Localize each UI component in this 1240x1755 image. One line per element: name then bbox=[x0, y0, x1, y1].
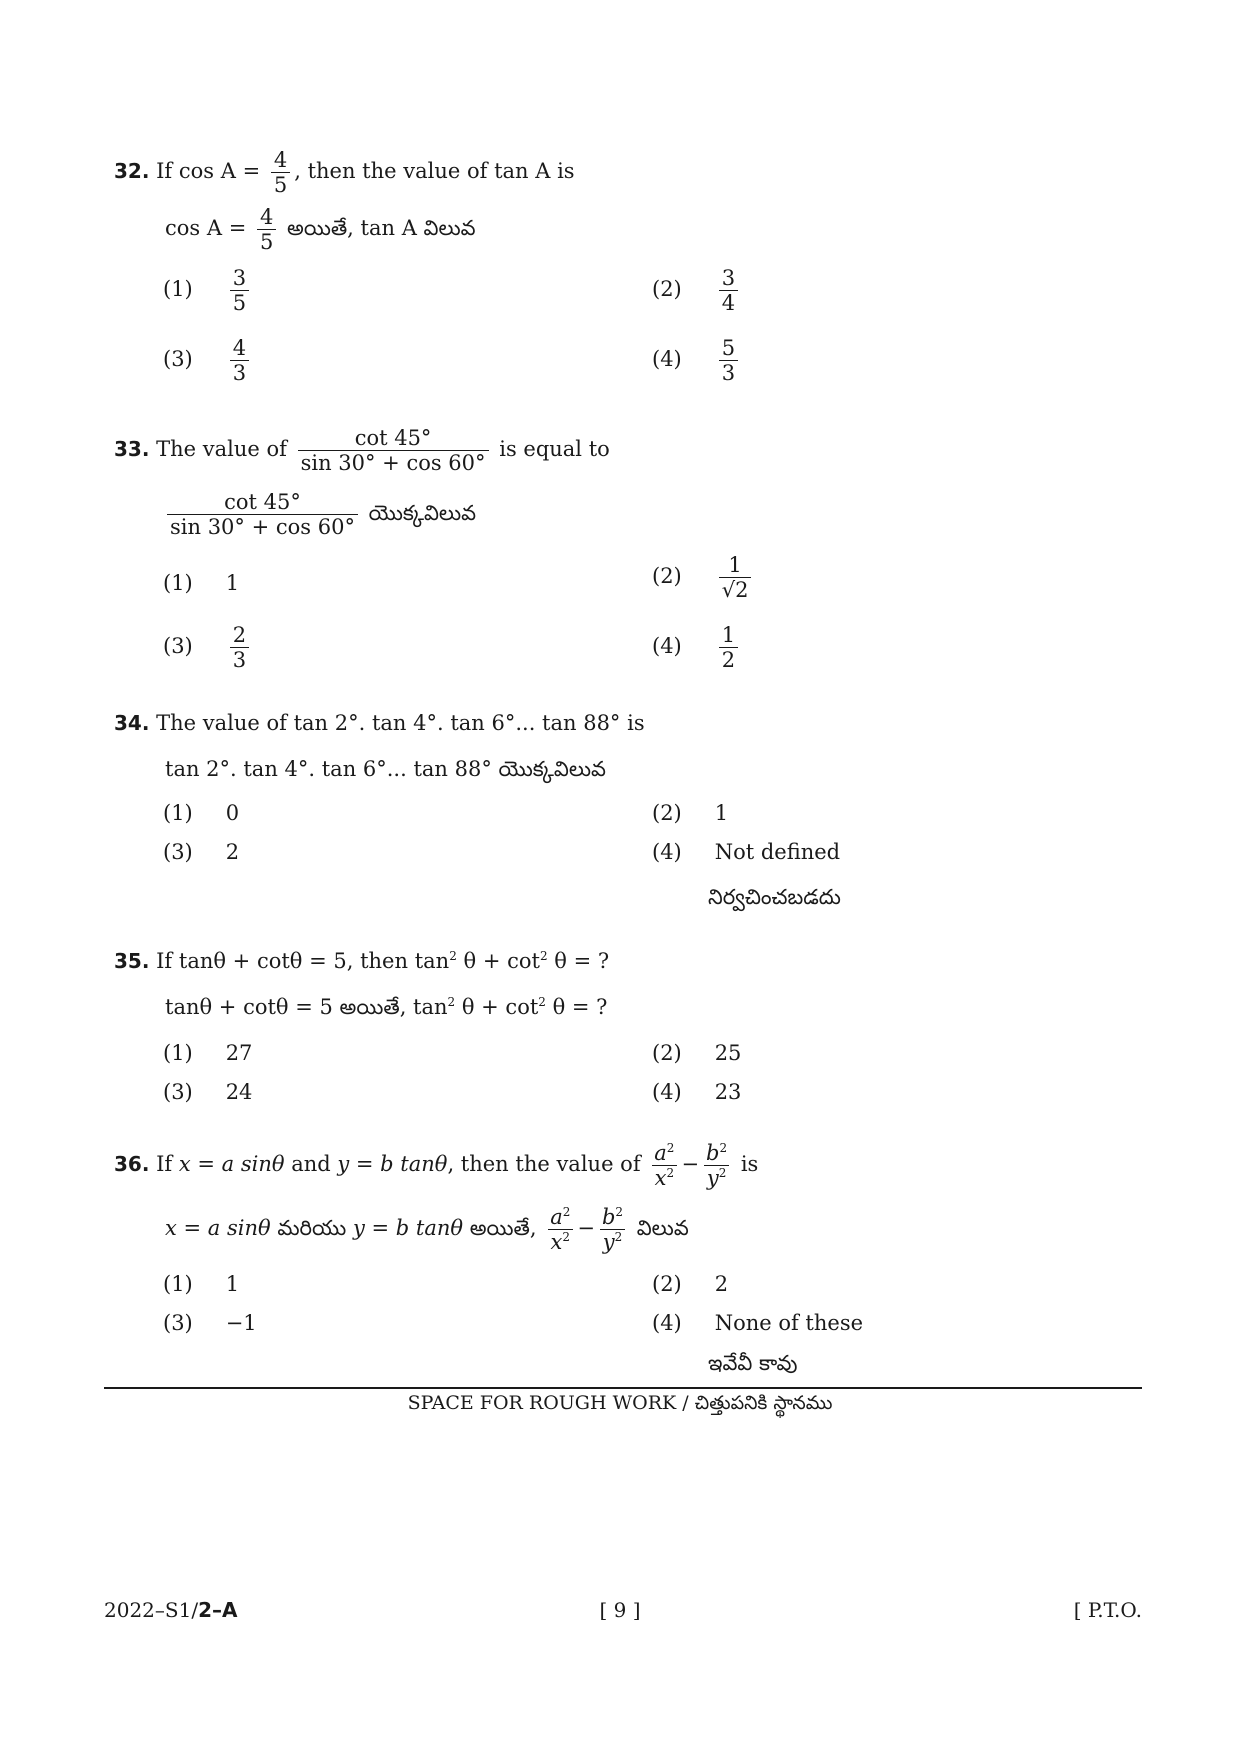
question-text: యొక్కవిలువ bbox=[491, 757, 606, 781]
superscript: 2 bbox=[719, 1141, 728, 1155]
option-label: (3) bbox=[163, 634, 193, 658]
fraction bbox=[651, 1141, 677, 1190]
math-expression: tan bbox=[414, 949, 450, 973]
option-34-1[interactable] bbox=[163, 800, 239, 826]
option-label: (2) bbox=[652, 277, 682, 301]
option-label: (2) bbox=[652, 564, 682, 588]
option-36-2[interactable] bbox=[652, 1271, 728, 1297]
question-number: 36. bbox=[114, 1152, 150, 1176]
option-label: (2) bbox=[652, 801, 682, 825]
numerator: 3 bbox=[721, 266, 736, 290]
option-label: (1) bbox=[163, 1272, 193, 1296]
question-text: then bbox=[353, 949, 415, 973]
option-32-3[interactable] bbox=[163, 336, 253, 385]
option-label: (4) bbox=[652, 840, 682, 864]
denominator: sin 30° + cos 60° bbox=[167, 514, 358, 539]
fraction bbox=[230, 266, 249, 315]
math-expression: θ + cot bbox=[456, 949, 540, 973]
fraction bbox=[230, 623, 249, 672]
option-33-4[interactable] bbox=[652, 623, 742, 672]
question-36-telugu bbox=[165, 1205, 689, 1254]
fraction bbox=[703, 1141, 730, 1190]
question-text: విలువ bbox=[630, 1216, 689, 1240]
rough-work-label: SPACE FOR ROUGH WORK / చిత్తుపనికి స్థానము bbox=[407, 1392, 833, 1414]
denominator: sin 30° + cos 60° bbox=[298, 450, 489, 475]
question-text: The value of bbox=[156, 711, 294, 735]
superscript: 2 bbox=[615, 1205, 624, 1219]
superscript: 2 bbox=[614, 1230, 623, 1244]
option-value: 1 bbox=[225, 571, 240, 595]
option-36-1[interactable] bbox=[163, 1271, 239, 1297]
minus-sign: − bbox=[577, 1216, 595, 1240]
option-label: (3) bbox=[163, 840, 193, 864]
superscript: 2 bbox=[666, 1166, 675, 1180]
option-33-3[interactable] bbox=[163, 623, 253, 672]
math-expression: tan 2°. tan 4°. tan 6°... tan 88° bbox=[165, 757, 492, 781]
option-32-4[interactable] bbox=[652, 336, 742, 385]
math-expression: tanθ + cotθ = 5, bbox=[178, 949, 354, 973]
question-text: అయితే, bbox=[463, 1216, 544, 1240]
option-value: −1 bbox=[225, 1311, 257, 1335]
numerator: cot 45° bbox=[224, 490, 301, 514]
page-number: [ 9 ] bbox=[599, 1598, 641, 1622]
option-label: (4) bbox=[652, 634, 682, 658]
option-value: 27 bbox=[225, 1041, 253, 1065]
option-label: (2) bbox=[652, 1041, 682, 1065]
minus-sign: − bbox=[681, 1152, 700, 1176]
denominator: x bbox=[654, 1166, 667, 1190]
exam-code-prefix: 2022–S1/ bbox=[104, 1598, 199, 1622]
option-36-3[interactable] bbox=[163, 1310, 257, 1336]
option-label: (1) bbox=[163, 1041, 193, 1065]
option-label: (4) bbox=[652, 347, 682, 371]
question-text: If bbox=[156, 1152, 179, 1176]
option-value: 24 bbox=[225, 1080, 253, 1104]
option-value: నిర్వచించబడదు bbox=[708, 885, 841, 909]
math-expression: tanθ + cotθ = 5 bbox=[165, 995, 333, 1019]
denominator: x bbox=[550, 1230, 563, 1254]
option-label: (3) bbox=[163, 1080, 193, 1104]
superscript: 2 bbox=[538, 995, 546, 1009]
option-label: (4) bbox=[652, 1311, 682, 1335]
superscript: 2 bbox=[447, 995, 456, 1009]
question-text: , then the value of bbox=[447, 1152, 648, 1176]
fraction bbox=[719, 553, 752, 602]
question-32 bbox=[114, 148, 575, 197]
question-text: యొక్కవిలువ bbox=[361, 501, 477, 525]
denominator: 5 bbox=[271, 172, 290, 197]
question-35-telugu bbox=[165, 994, 607, 1020]
fraction bbox=[719, 266, 738, 315]
numerator: cot 45° bbox=[354, 426, 432, 450]
numerator: a bbox=[654, 1141, 667, 1165]
option-value: 2 bbox=[225, 840, 240, 864]
math-expression: y = b tanθ bbox=[337, 1152, 448, 1176]
fraction bbox=[257, 205, 276, 254]
option-value: 25 bbox=[714, 1041, 742, 1065]
denominator: 3 bbox=[719, 360, 738, 385]
question-text: is equal to bbox=[492, 437, 610, 461]
numerator: 2 bbox=[232, 623, 247, 647]
denominator: 3 bbox=[230, 647, 249, 672]
numerator: b bbox=[706, 1141, 720, 1165]
numerator: b bbox=[601, 1205, 616, 1229]
option-value: 2 bbox=[714, 1272, 729, 1296]
math-expression: θ = ? bbox=[547, 949, 610, 973]
fraction bbox=[271, 148, 290, 197]
denominator: √2 bbox=[719, 577, 752, 602]
superscript: 2 bbox=[718, 1166, 727, 1180]
fraction bbox=[547, 1205, 573, 1254]
math-expression: cos A = bbox=[178, 159, 261, 183]
math-expression: tan bbox=[413, 995, 448, 1019]
math-expression: y = b tanθ bbox=[352, 1216, 464, 1240]
question-text: , then the value of tan A is bbox=[294, 159, 575, 183]
option-value: Not defined bbox=[714, 840, 841, 864]
option-36-4[interactable] bbox=[652, 1310, 863, 1336]
question-text: is bbox=[620, 711, 645, 735]
question-number: 33. bbox=[114, 437, 150, 461]
question-34-telugu bbox=[165, 756, 606, 782]
numerator: 1 bbox=[728, 553, 742, 577]
option-label: (3) bbox=[163, 347, 193, 371]
option-label: (2) bbox=[652, 1272, 682, 1296]
math-expression: tan 2°. tan 4°. tan 6°... tan 88° bbox=[293, 711, 621, 735]
denominator: 4 bbox=[719, 290, 738, 315]
option-label: (3) bbox=[163, 1311, 193, 1335]
divider bbox=[104, 1387, 1142, 1389]
question-33-telugu bbox=[163, 490, 476, 539]
option-33-2[interactable] bbox=[652, 553, 755, 602]
question-text: If bbox=[156, 949, 179, 973]
option-label: (1) bbox=[163, 801, 193, 825]
option-34-2[interactable] bbox=[652, 800, 728, 826]
question-number: 35. bbox=[114, 949, 150, 973]
question-text: If bbox=[156, 159, 179, 183]
option-35-2[interactable] bbox=[652, 1040, 741, 1066]
fraction bbox=[167, 490, 358, 539]
option-32-1[interactable] bbox=[163, 266, 253, 315]
question-text: అయితే, tan A విలువ bbox=[280, 216, 476, 240]
exam-code-set: 2–A bbox=[198, 1598, 238, 1622]
option-value: 23 bbox=[714, 1080, 742, 1104]
question-33 bbox=[114, 426, 610, 475]
option-label: (4) bbox=[652, 1080, 682, 1104]
question-34 bbox=[114, 710, 645, 736]
option-value: 0 bbox=[225, 801, 240, 825]
superscript: 2 bbox=[666, 1141, 675, 1155]
denominator: 2 bbox=[719, 647, 738, 672]
numerator: a bbox=[550, 1205, 563, 1229]
numerator: 3 bbox=[232, 266, 247, 290]
numerator: 4 bbox=[232, 336, 247, 360]
superscript: 2 bbox=[539, 949, 548, 963]
option-33-1[interactable] bbox=[163, 570, 239, 596]
numerator: 5 bbox=[721, 336, 736, 360]
option-36-4-telugu bbox=[708, 1350, 798, 1376]
option-value: 1 bbox=[714, 801, 729, 825]
denominator: 3 bbox=[230, 360, 249, 385]
math-expression: x = a sinθ bbox=[178, 1152, 285, 1176]
question-text: The value of bbox=[156, 437, 294, 461]
option-35-1[interactable] bbox=[163, 1040, 252, 1066]
question-number: 32. bbox=[114, 159, 150, 183]
option-35-3[interactable] bbox=[163, 1079, 252, 1105]
option-label: (1) bbox=[163, 571, 193, 595]
superscript: 2 bbox=[562, 1230, 571, 1244]
option-34-3[interactable] bbox=[163, 839, 239, 865]
math-expression: x = a sinθ bbox=[165, 1216, 271, 1240]
question-text: and bbox=[284, 1152, 338, 1176]
option-34-4[interactable] bbox=[652, 839, 840, 865]
superscript: 2 bbox=[449, 949, 457, 963]
option-35-4[interactable] bbox=[652, 1079, 741, 1105]
question-35 bbox=[114, 948, 609, 974]
question-text: is bbox=[734, 1152, 759, 1176]
fraction bbox=[719, 336, 738, 385]
option-34-4-telugu bbox=[708, 884, 841, 910]
question-32-telugu bbox=[165, 205, 476, 254]
math-expression: θ + cot bbox=[455, 995, 539, 1019]
question-36 bbox=[114, 1141, 758, 1190]
fraction bbox=[719, 623, 738, 672]
numerator: 1 bbox=[721, 623, 736, 647]
fraction bbox=[599, 1205, 626, 1254]
denominator: y bbox=[602, 1230, 615, 1254]
denominator: y bbox=[706, 1166, 719, 1190]
question-number: 34. bbox=[114, 711, 150, 735]
fraction bbox=[230, 336, 249, 385]
fraction bbox=[298, 426, 489, 475]
question-text: మరియు bbox=[270, 1216, 353, 1240]
question-text: అయితే, bbox=[332, 995, 414, 1019]
denominator: 5 bbox=[230, 290, 249, 315]
denominator: 5 bbox=[257, 229, 276, 254]
numerator: 4 bbox=[273, 148, 288, 172]
math-expression: θ = ? bbox=[545, 995, 608, 1019]
option-32-2[interactable] bbox=[652, 266, 742, 315]
numerator: 4 bbox=[259, 205, 274, 229]
superscript: 2 bbox=[562, 1205, 571, 1219]
option-value: 1 bbox=[225, 1272, 240, 1296]
option-value: None of these bbox=[714, 1311, 864, 1335]
pto-label: [ P.T.O. bbox=[1073, 1598, 1142, 1622]
math-expression: cos A = bbox=[165, 216, 247, 240]
option-value: ఇవేవీ కావు bbox=[708, 1351, 798, 1375]
option-label: (1) bbox=[163, 277, 193, 301]
